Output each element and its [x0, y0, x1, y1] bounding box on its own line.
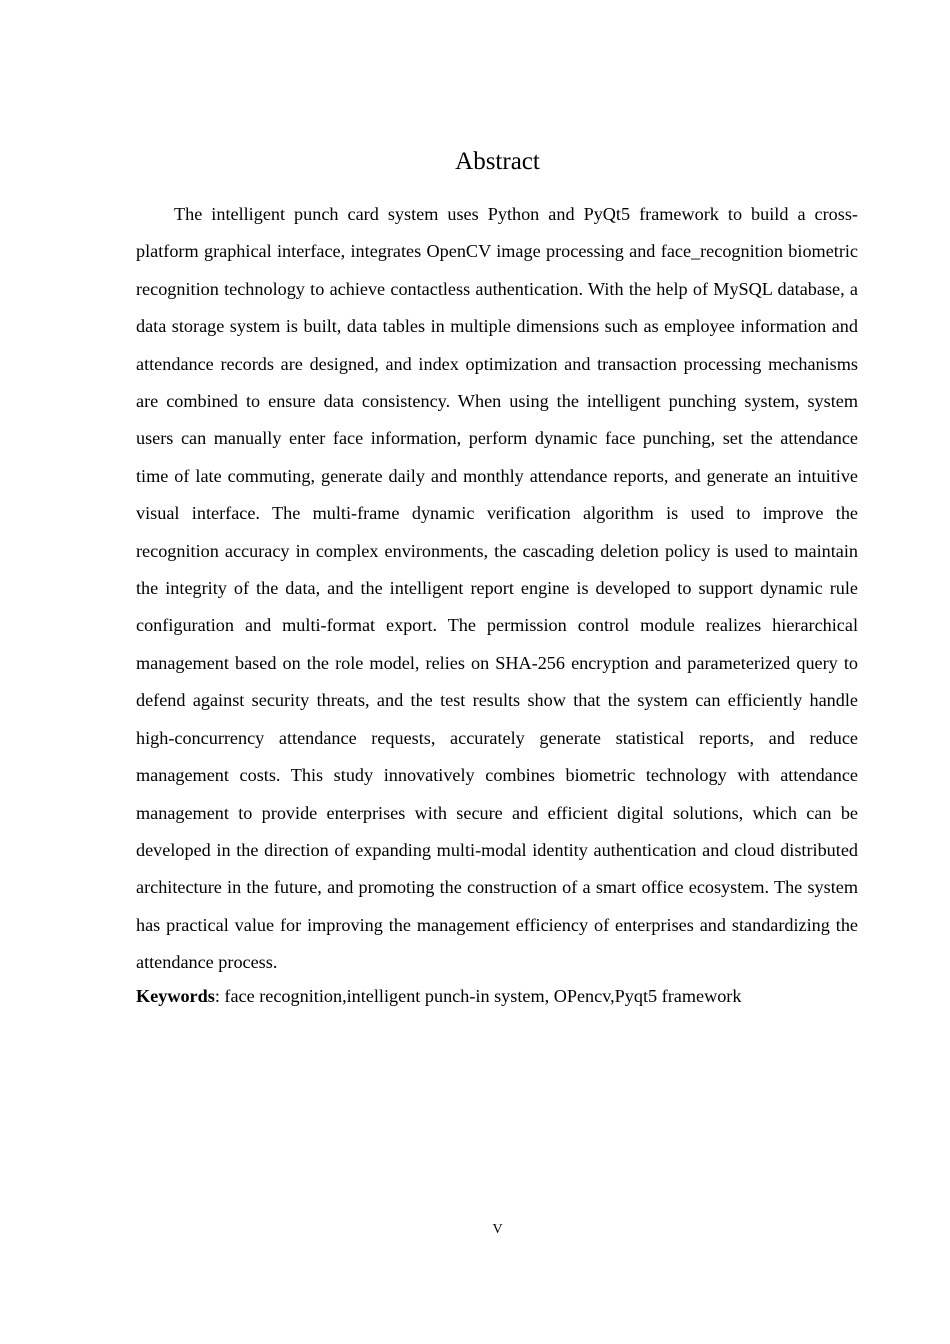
keywords-line: [136, 981, 858, 1011]
abstract-paragraph: The intelligent punch card system uses Python and PyQt5 framework to build a cross-platform graphical interface, integrates OpenCV image processing and face_recognition biometric recognition technology to achieve contactless authentication. With the help of MySQL database, a data storage system is built, data tables in multiple dimensions such as employee information and attendance records are designed, and index optimization and transaction processing mechanisms are combined to ensure data consistency. When using the intelligent punching system, system users can manually enter face information, perform dynamic face punching, set the attendance time of late commuting, generate daily and monthly attendance reports, and generate an intuitive visual interface. The multi-frame dynamic verification algorithm is used to improve the recognition accuracy in complex environments, the cascading deletion policy is used to maintain the integrity of the data, and the intelligent report engine is developed to support dynamic rule configuration and multi-format export. The permission control module realizes hierarchical management based on the role model, relies on SHA-256 encryption and parameterized query to defend against security threats, and the test results show that the system can efficiently handle high-concurrency attendance requests, accurately generate statistical reports, and reduce management costs. This study innovatively combines biometric technology with attendance management to provide enterprises with secure and efficient digital solutions, which can be developed in the direction of expanding multi-modal identity authentication and cloud distributed architecture in the future, and promoting the construction of a smart office ecosystem. The system has practical value for improving the management efficiency of enterprises and standardizing the attendance process.: [136, 204, 858, 973]
page-title: Abstract: [455, 148, 540, 175]
keywords-label: Keywords: [136, 986, 215, 1006]
page-number: V: [492, 1222, 503, 1237]
keywords-text: : face recognition,intelligent punch-in system, OPencv,Pyqt5 framework: [214, 986, 742, 1006]
